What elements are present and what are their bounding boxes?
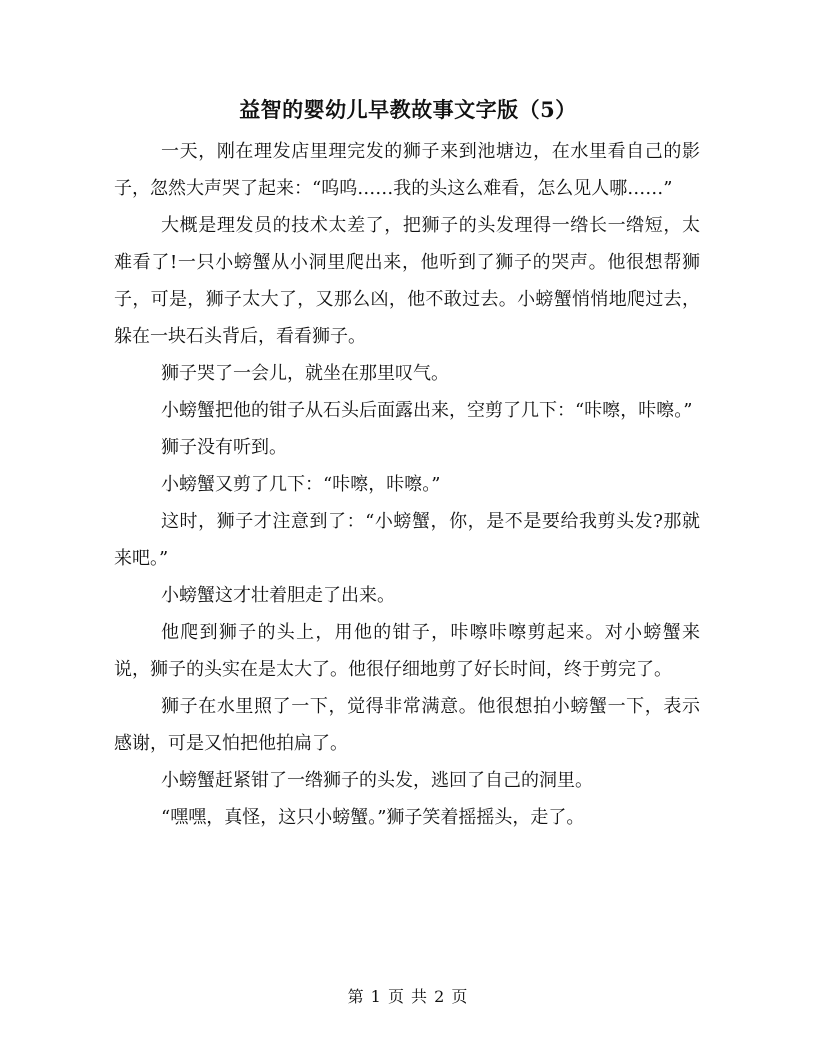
- paragraph-3: 狮子哭了一会儿，就坐在那里叹气。: [161, 363, 449, 384]
- paragraph-1: 一天，刚在理发店里理完发的狮子来到池塘边，在水里看自己的影子，忽然大声哭了起来：“呜呜……我的头这么难看，怎么见人哪……”: [114, 141, 700, 199]
- paragraph-2: 大概是理发员的技术太差了，把狮子的头发理得一绺长一绺短，太难看了!一只小螃蟹从小洞里爬出来，他听到了狮子的哭声。他很想帮狮子，可是，狮子太大了，又那么凶，他不敢过去。小螃蟹悄悄地爬过去，躲在一块石头背后，看看狮子。: [114, 215, 700, 347]
- paragraph-11: 小螃蟹赶紧钳了一绺狮子的头发，逃回了自己的洞里。: [161, 770, 593, 791]
- paragraph-6: 小螃蟹又剪了几下：“咔嚓，咔嚓。”: [161, 474, 441, 495]
- paragraph-4: 小螃蟹把他的钳子从石头后面露出来，空剪了几下：“咔嚓，咔嚓。”: [161, 400, 693, 421]
- paragraph-10: 狮子在水里照了一下，觉得非常满意。他很想拍小螃蟹一下，表示感谢，可是又怕把他拍扁了。: [114, 696, 700, 754]
- paragraph-12: “嘿嘿，真怪，这只小螃蟹。”狮子笑着摇摇头，走了。: [161, 807, 585, 828]
- document-title: 益智的婴幼儿早教故事文字版（5）: [239, 97, 577, 122]
- paragraph-7: 这时，狮子才注意到了：“小螃蟹，你，是不是要给我剪头发?那就来吧。”: [114, 511, 700, 569]
- paragraph-5: 狮子没有听到。: [161, 437, 287, 458]
- page-footer: 第 1 页 共 2 页: [347, 987, 469, 1006]
- document-body: [114, 133, 700, 836]
- paragraph-8: 小螃蟹这才壮着胆走了出来。: [161, 585, 395, 606]
- paragraph-9: 他爬到狮子的头上，用他的钳子，咔嚓咔嚓剪起来。对小螃蟹来说，狮子的头实在是太大了。他很仔细地剪了好长时间，终于剪完了。: [114, 622, 700, 680]
